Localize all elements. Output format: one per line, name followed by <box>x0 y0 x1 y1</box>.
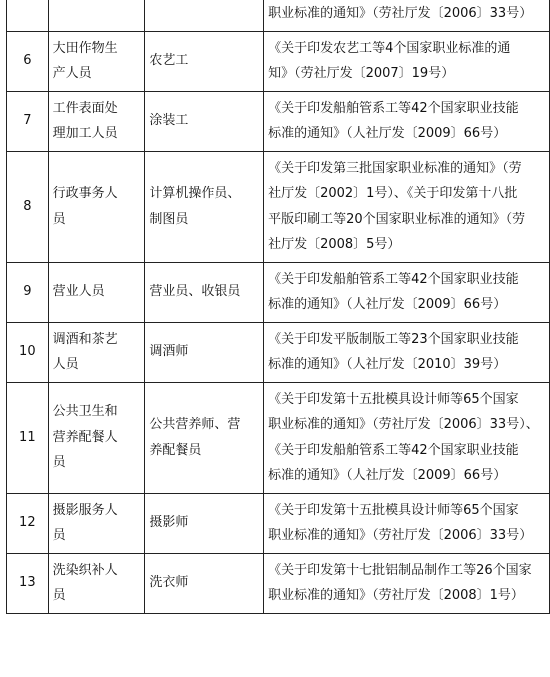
standard-basis <box>264 0 550 31</box>
cell-line: 行政事务人 <box>52 186 118 201</box>
basis-line: 《关于印发第三批国家职业标准的通知》（劳 <box>268 160 522 176</box>
cell-line: 营业员、收银员 <box>149 284 241 300</box>
basis-line: 职业标准的通知》（劳社厅发〔2008〕1号） <box>268 588 524 603</box>
standard-basis <box>264 382 550 493</box>
cell-line: 工件表面处 <box>52 100 118 116</box>
cell-line: 员 <box>52 528 66 543</box>
basis-line: 社厅发〔2008〕5号） <box>268 237 401 252</box>
occupation-name <box>145 91 264 151</box>
table-body <box>7 0 550 613</box>
basis-line: 职业标准的通知》（劳社厅发〔2006〕33号） <box>268 6 533 21</box>
cell-line: 计算机操作员、 <box>149 186 241 201</box>
basis-line: 《关于印发第十五批模具设计师等65个国家 <box>268 391 519 407</box>
occupation-name <box>145 31 264 91</box>
cell-line: 农艺工 <box>149 53 189 69</box>
cell-line: 公共营养师、营 <box>149 417 241 432</box>
standard-basis <box>264 493 550 553</box>
row-number: 12 <box>7 493 49 553</box>
standard-basis <box>264 91 550 151</box>
basis-line: 《关于印发船舶管系工等42个国家职业技能 <box>268 100 519 116</box>
occupation-name <box>145 322 264 382</box>
standard-basis <box>264 553 550 613</box>
basis-line: 标准的通知》（人社厅发〔2009〕66号） <box>268 126 507 141</box>
basis-line: 《关于印发第十五批模具设计师等65个国家 <box>268 502 519 518</box>
basis-line: 《关于印发第十七批铝制品制作工等26个国家 <box>268 562 532 578</box>
cell-line: 员 <box>52 455 66 471</box>
cell-line: 调酒师 <box>149 344 189 360</box>
cell-line: 制图员 <box>149 211 189 227</box>
basis-line: 标准的通知》（人社厅发〔2009〕66号） <box>268 297 507 312</box>
occupation-category <box>48 31 145 91</box>
row-number: 11 <box>7 382 49 493</box>
table-row <box>7 151 550 262</box>
basis-line: 知》（劳社厅发〔2007〕19号） <box>268 66 455 81</box>
basis-line: 职业标准的通知》（劳社厅发〔2006〕33号） <box>268 528 533 543</box>
table-row <box>7 31 550 91</box>
cell-line: 人员 <box>52 357 79 372</box>
cell-line: 调酒和茶艺 <box>52 331 118 347</box>
cell-line: 洗染织补人 <box>52 562 118 578</box>
cell-line: 营业人员 <box>52 284 105 300</box>
table-row <box>7 553 550 613</box>
cell-line: 营养配餐人 <box>52 429 118 445</box>
occupation-category <box>48 382 145 493</box>
basis-line: 社厅发〔2002〕1号）、《关于印发第十八批 <box>268 186 518 201</box>
table-row <box>7 322 550 382</box>
table-row <box>7 91 550 151</box>
occupation-name <box>145 493 264 553</box>
occupation-name <box>145 0 264 31</box>
basis-line: 平版印刷工等20个国家职业标准的通知》（劳 <box>268 211 526 227</box>
occupation-name <box>145 382 264 493</box>
cell-line: 摄影师 <box>149 515 189 531</box>
cell-line: 员 <box>52 211 66 227</box>
basis-line: 《关于印发船舶管系工等42个国家职业技能 <box>268 271 519 287</box>
cell-line: 产人员 <box>52 66 92 81</box>
cell-line: 员 <box>52 588 66 603</box>
basis-line: 标准的通知》（人社厅发〔2010〕39号） <box>268 357 507 372</box>
cell-line: 公共卫生和 <box>52 404 118 420</box>
row-number: 8 <box>7 151 49 262</box>
cell-line: 涂装工 <box>149 113 189 129</box>
basis-line: 职业标准的通知》（劳社厅发〔2006〕33号）、 <box>268 417 539 432</box>
occupation-category <box>48 91 145 151</box>
row-number: 13 <box>7 553 49 613</box>
basis-line: 《关于印发船舶管系工等42个国家职业技能 <box>268 442 519 458</box>
row-number: 10 <box>7 322 49 382</box>
standard-basis <box>264 262 550 322</box>
row-number <box>7 0 49 31</box>
basis-line: 《关于印发平版制版工等23个国家职业技能 <box>268 331 519 347</box>
occupation-name <box>145 151 264 262</box>
occupation-category <box>48 322 145 382</box>
row-number: 7 <box>7 91 49 151</box>
standard-basis <box>264 151 550 262</box>
row-number: 6 <box>7 31 49 91</box>
occupation-category <box>48 151 145 262</box>
table-row <box>7 493 550 553</box>
basis-line: 《关于印发农艺工等4个国家职业标准的通 <box>268 40 511 56</box>
table-row <box>7 262 550 322</box>
basis-line: 标准的通知》（人社厅发〔2009〕66号） <box>268 468 507 483</box>
row-number: 9 <box>7 262 49 322</box>
occupation-name <box>145 553 264 613</box>
cell-line: 大田作物生 <box>52 40 118 56</box>
standard-basis <box>264 31 550 91</box>
occupation-standards-table <box>6 0 550 614</box>
occupation-category <box>48 0 145 31</box>
standard-basis <box>264 322 550 382</box>
occupation-name <box>145 262 264 322</box>
cell-line: 养配餐员 <box>149 442 202 458</box>
occupation-category <box>48 262 145 322</box>
occupation-category <box>48 493 145 553</box>
cell-line: 理加工人员 <box>52 126 118 141</box>
table-row <box>7 0 550 31</box>
occupation-category <box>48 553 145 613</box>
table-row <box>7 382 550 493</box>
cell-line: 摄影服务人 <box>52 502 118 518</box>
cell-line: 洗衣师 <box>149 575 189 591</box>
